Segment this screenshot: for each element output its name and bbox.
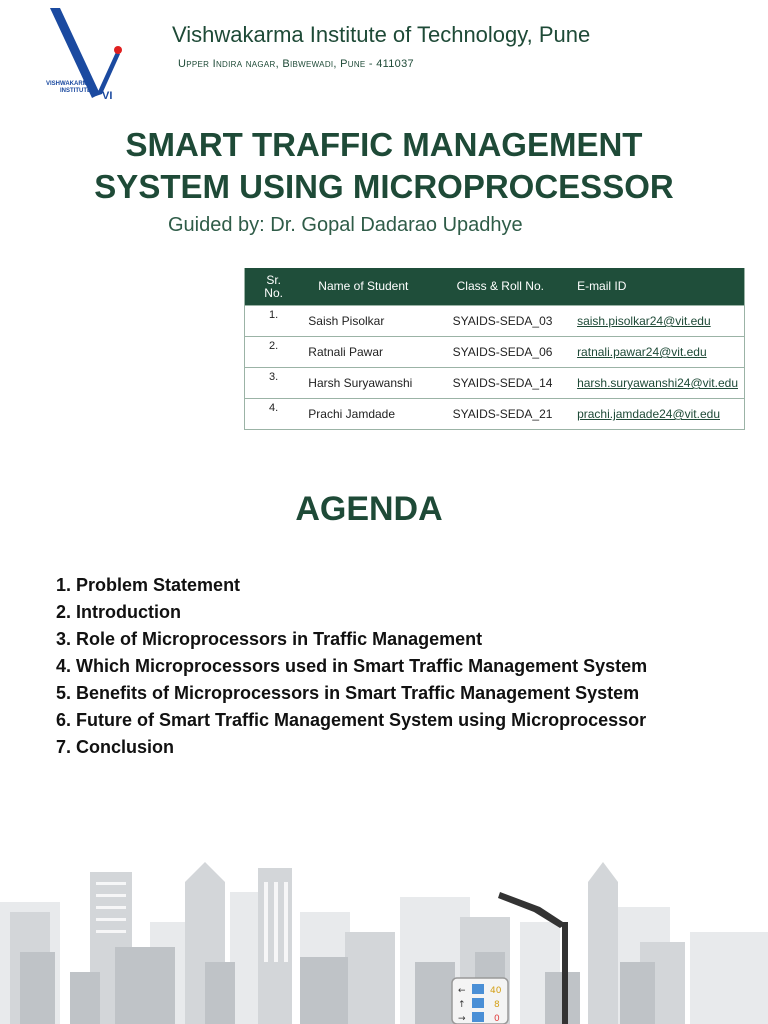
agenda-item: 6. Future of Smart Traffic Management System using Microprocessor	[56, 710, 647, 730]
table-row	[245, 337, 745, 368]
svg-text:↑: ↑	[458, 1000, 466, 1010]
cell-class-roll: SYAIDS-SEDA_06	[447, 337, 571, 368]
city-skyline-illustration	[0, 862, 768, 1024]
agenda-item: 7. Conclusion	[56, 737, 175, 757]
cell-sr: 3.	[245, 368, 303, 399]
guide-name: Guided by: Dr. Gopal Dadarao Upadhye	[168, 214, 523, 236]
col-header-class: Class & Roll No.	[447, 268, 571, 306]
cell-sr: 4.	[245, 399, 303, 430]
agenda-item: 3. Role of Microprocessors in Traffic Management	[56, 629, 483, 649]
cell-name: Harsh Suryawanshi	[302, 368, 446, 399]
table-row	[245, 368, 745, 399]
col-header-sr: Sr. No.	[245, 268, 303, 306]
parking-count-3: 0	[494, 1014, 500, 1024]
svg-text:←: ←	[458, 986, 466, 996]
cell-email-link[interactable]: ratnali.pawar24@vit.edu	[571, 337, 744, 368]
cell-sr: 2.	[245, 337, 303, 368]
cell-email-link[interactable]: prachi.jamdade24@vit.edu	[571, 399, 744, 430]
col-header-name: Name of Student	[302, 268, 446, 306]
agenda-item: 2. Introduction	[56, 602, 181, 622]
cell-name: Ratnali Pawar	[302, 337, 446, 368]
presentation-title: SMART TRAFFIC MANAGEMENT SYSTEM USING MICROPROCESSOR	[94, 126, 674, 205]
cell-email-link[interactable]: saish.pisolkar24@vit.edu	[571, 306, 744, 337]
parking-count-1: 40	[490, 986, 502, 996]
parking-count-2: 8	[494, 1000, 500, 1010]
cell-name: Prachi Jamdade	[302, 399, 446, 430]
cell-class-roll: SYAIDS-SEDA_03	[447, 306, 571, 337]
cell-email-link[interactable]: harsh.suryawanshi24@vit.edu	[571, 368, 744, 399]
agenda-item: 5. Benefits of Microprocessors in Smart Traffic Management System	[56, 683, 640, 703]
cell-class-roll: SYAIDS-SEDA_21	[447, 399, 571, 430]
student-table	[244, 268, 745, 430]
agenda-list	[56, 572, 647, 761]
col-header-email: E-mail ID	[571, 268, 744, 306]
logo-mark: VI	[102, 90, 113, 102]
table-row	[245, 399, 745, 430]
cell-name: Saish Pisolkar	[302, 306, 446, 337]
svg-text:→: →	[458, 1014, 466, 1024]
logo-text: VISHWAKARMA INSTITUTES	[46, 81, 96, 94]
agenda-heading: AGENDA	[295, 490, 443, 528]
institute-address: Upper Indira nagar, Bibwewadi, Pune - 411037	[178, 58, 414, 70]
cell-class-roll: SYAIDS-SEDA_14	[447, 368, 571, 399]
institute-name: Vishwakarma Institute of Technology, Pune	[172, 22, 591, 47]
cell-sr: 1.	[245, 306, 303, 337]
agenda-item: 1. Problem Statement	[56, 575, 241, 595]
table-header-row	[245, 268, 745, 306]
table-row	[245, 306, 745, 337]
agenda-item: 4. Which Microprocessors used in Smart Traffic Management System	[56, 656, 648, 676]
